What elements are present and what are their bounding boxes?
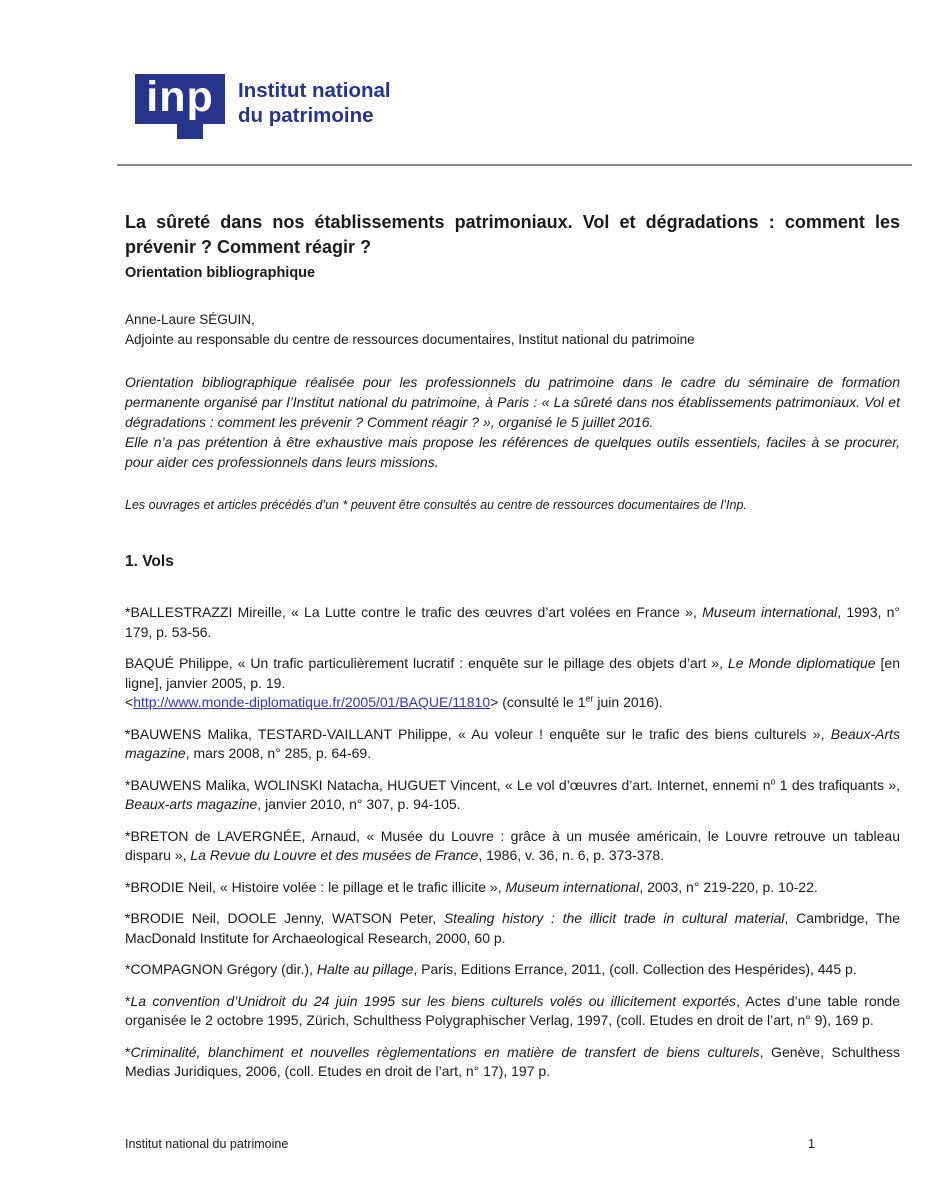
entry-text: BAQUÉ Philippe, « Un trafic particulièrement lucratif : enquête sur le pillage des objets d’art », [125,655,728,671]
entry-text: , 1993, n° 179, p. 53-56. [125,604,900,640]
entry-work-title: Halte au pillage [316,961,414,977]
author-role: Adjointe au responsable du centre de ressources documentaires, Institut national du patrimoine [125,332,695,347]
document-title: La sûreté dans nos établissements patrimoniaux. Vol et dégradations : comment les prévenir ? Comment réagir ? [125,212,900,257]
entry-text: *COMPAGNON Grégory (dir.), [125,961,317,977]
superscript-text: o [770,775,776,786]
entry-text: , Actes d’une table ronde organisée le 2 octobre 1995, Zürich, Schulthess Polygraphischer Verlag, 1997, (coll. Etudes en droit de l’art, n° 9), 169 p. [125,992,900,1028]
entry-text: * [125,1043,131,1060]
page-header [0,0,927,128]
entry-work-title: La Revue du Louvre et des musées de France [190,847,479,863]
document-body [125,210,900,1082]
header-rule [117,164,912,166]
entry-text: < [125,694,134,710]
bibliography-entry [125,776,900,815]
org-name [238,74,391,128]
author-name: Anne-Laure SÉGUIN, [125,312,255,327]
entry-text: *BALLESTRAZZI Mireille, « La Lutte contre le trafic des œuvres d’art volées en France », [125,604,703,620]
entry-text: , 2003, n° 219-220, p. 10-22. [639,878,818,895]
bibliography-entry [125,909,900,948]
entry-work-title: Beaux-Arts magazine [125,725,900,761]
bibliography-entry [125,603,900,642]
intro-block [125,372,900,472]
availability-note: Les ouvrages et articles précédés d’un * peuvent être consultés au centre de ressources documentaires de l’Inp. [125,498,747,512]
entry-text: , Cambridge, The MacDonald Institute for Archaeological Research, 2000, 60 p. [125,910,901,946]
document-subtitle: Orientation bibliographique [125,265,316,281]
page-footer [125,1136,900,1152]
page-number: 1 [808,1137,815,1151]
entry-text: 1 des trafiquants », [775,776,900,793]
entry-work-title: Museum international [702,604,838,620]
entry-work-title: Museum international [505,878,640,895]
intro-paragraph: Elle n’a pas prétention à être exhaustive mais propose les références de quelques outils essentiels, faciles à se procurer, pour aider ces professionnels dans leurs missions. [125,434,900,470]
org-name-line1: Institut national [238,79,391,102]
bibliography-entry [125,1043,900,1082]
entry-text: * [125,992,131,1009]
bibliography-entry [125,992,900,1031]
bibliography-list [125,603,900,1082]
entry-work-title: La convention d’Unidroit du 24 juin 1995 sur les biens culturels volés ou illicitement exportés [130,992,737,1009]
entry-text: , Genève, Schulthess Medias Juridiques, 2006, (coll. Etudes en droit de l’art, n° 17), 197 p. [125,1043,900,1079]
entry-text: , mars 2008, n° 285, p. 64-69. [185,745,372,761]
footer-org-name: Institut national du patrimoine [125,1137,289,1151]
entry-text: *BRODIE Neil, DOOLE Jenny, WATSON Peter, [125,910,444,926]
entry-work-title: Criminalité, blanchiment et nouvelles règlementations en matière de transfert de biens culturels [130,1043,760,1060]
entry-text: , janvier 2010, n° 307, p. 94-105. [257,796,461,812]
author-block [125,310,900,350]
bibliography-entry [125,878,900,898]
bibliography-entry [125,725,900,764]
entry-work-title: Le Monde diplomatique [727,655,876,671]
intro-paragraph: Orientation bibliographique réalisée pour les professionnels du patrimoine dans le cadre du séminaire de formation permanente organisé par l’Institut national du patrimoine, à Paris : « La sûreté dans nos établissements patrimoniaux. Vol et dégradations : comment les prévenir ? Comment réagir ? », organisé le 5 juillet 2016. [125,374,900,430]
entry-work-title: Beaux-arts magazine [125,796,258,812]
inp-logo-tab [177,124,203,139]
org-name-line2: du patrimoine [238,104,374,127]
entry-text: [en ligne], janvier 2005, p. 19. [125,655,901,691]
entry-text: *BRETON de LAVERGNÉE, Arnaud, « Musée du Louvre : grâce à un musée américain, le Louvre retrouve un tableau disparu », [125,827,900,863]
entry-link[interactable]: http://www.monde-diplomatique.fr/2005/01/BAQUE/11810 [133,694,491,710]
inp-logo-text: inp [146,73,214,121]
inp-logo-box [135,74,225,124]
entry-text: > (consulté le 1 [490,694,586,710]
superscript-text: er [585,693,594,704]
entry-work-title: Stealing history : the illicit trade in cultural material [443,910,785,926]
bibliography-entry [125,827,900,866]
bibliography-entry [125,960,900,980]
inp-logo [135,74,927,128]
entry-text: , Paris, Editions Errance, 2011, (coll. Collection des Hespérides), 445 p. [413,961,857,977]
entry-text: *BAUWENS Malika, WOLINSKI Natacha, HUGUET Vincent, « Le vol d’œuvres d’art. Internet, ennemi n [125,776,771,793]
entry-text: *BRODIE Neil, « Histoire volée : le pillage et le trafic illicite », [125,878,506,895]
section-heading-vols: 1. Vols [125,553,174,570]
entry-text: , 1986, v. 36, n. 6, p. 373-378. [478,847,665,863]
entry-text: *BAUWENS Malika, TESTARD-VAILLANT Philippe, « Au voleur ! enquête sur le trafic des biens culturels », [125,725,831,742]
entry-text: juin 2016). [593,694,663,710]
bibliography-entry [125,654,900,713]
